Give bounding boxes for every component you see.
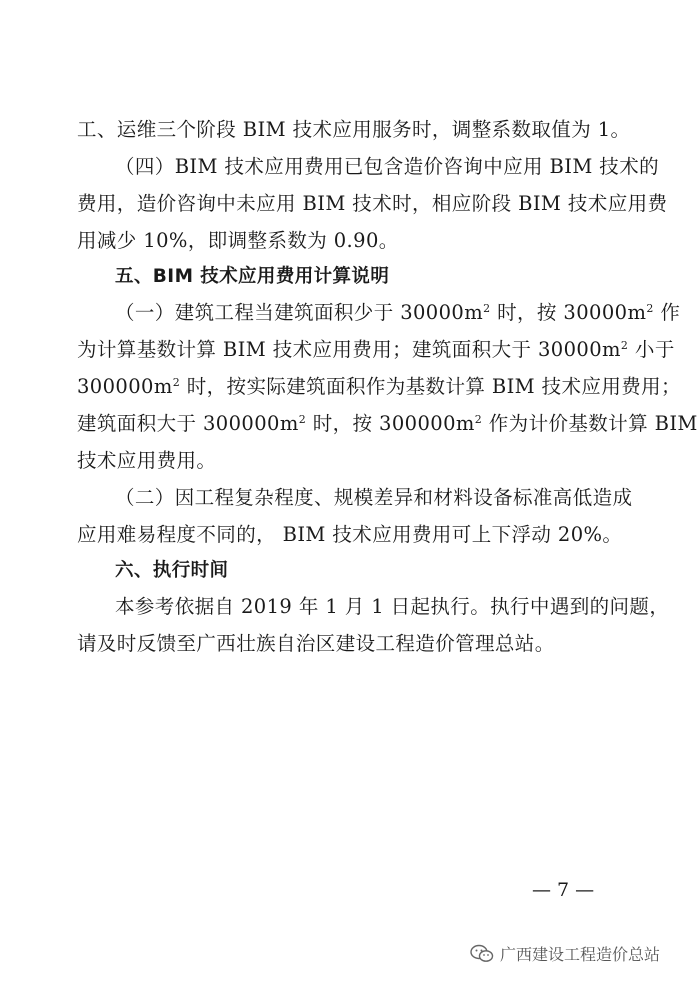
watermark-text: 广西建设工程造价总站 — [500, 945, 661, 964]
wechat-icon — [470, 944, 494, 964]
paragraph-line: 为计算基数计算 BIM 技术应用费用；建筑面积大于 $30000m^2$ 小于 — [77, 338, 675, 361]
paragraph-line: 工、运维三个阶段 BIM 技术应用服务时，调整系数取值为 1。 — [77, 118, 631, 141]
paragraph-line: （一）建筑工程当建筑面积少于 $30000m^2$ 时，按 $30000m^2$ 作 — [115, 301, 681, 324]
paragraph-line: 技术应用费用。 — [77, 449, 217, 472]
paragraph-line: （四）BIM 技术应用费用已包含造价咨询中应用 BIM 技术的 — [115, 155, 659, 178]
page-number: — 7 — — [532, 879, 595, 901]
paragraph-line: 本参考依据自 2019 年 1 月 1 日起执行。执行中遇到的问题， — [115, 595, 670, 618]
paragraph-line: （二）因工程复杂程度、规模差异和材料设备标准高低造成 — [115, 486, 633, 509]
paragraph-line: 应用难易程度不同的， BIM 技术应用费用可上下浮动 20%。 — [77, 523, 623, 546]
paragraph-line: 建筑面积大于 $300000m^2$ 时，按 $300000m^2$ 作为计价基数计算 BIM — [77, 412, 698, 435]
paragraph-line: 用减少 10%，即调整系数为 0.90。 — [77, 229, 399, 252]
section-heading: 五、BIM 技术应用费用计算说明 — [115, 266, 390, 287]
paragraph-line: 费用，造价咨询中未应用 BIM 技术时，相应阶段 BIM 技术应用费 — [77, 192, 668, 215]
section-heading: 六、执行时间 — [115, 560, 229, 581]
watermark — [470, 942, 660, 965]
paragraph-line: $300000m^2$ 时，按实际建筑面积作为基数计算 BIM 技术应用费用； — [77, 375, 681, 398]
paragraph-line: 请及时反馈至广西壮族自治区建设工程造价管理总站。 — [77, 632, 555, 655]
